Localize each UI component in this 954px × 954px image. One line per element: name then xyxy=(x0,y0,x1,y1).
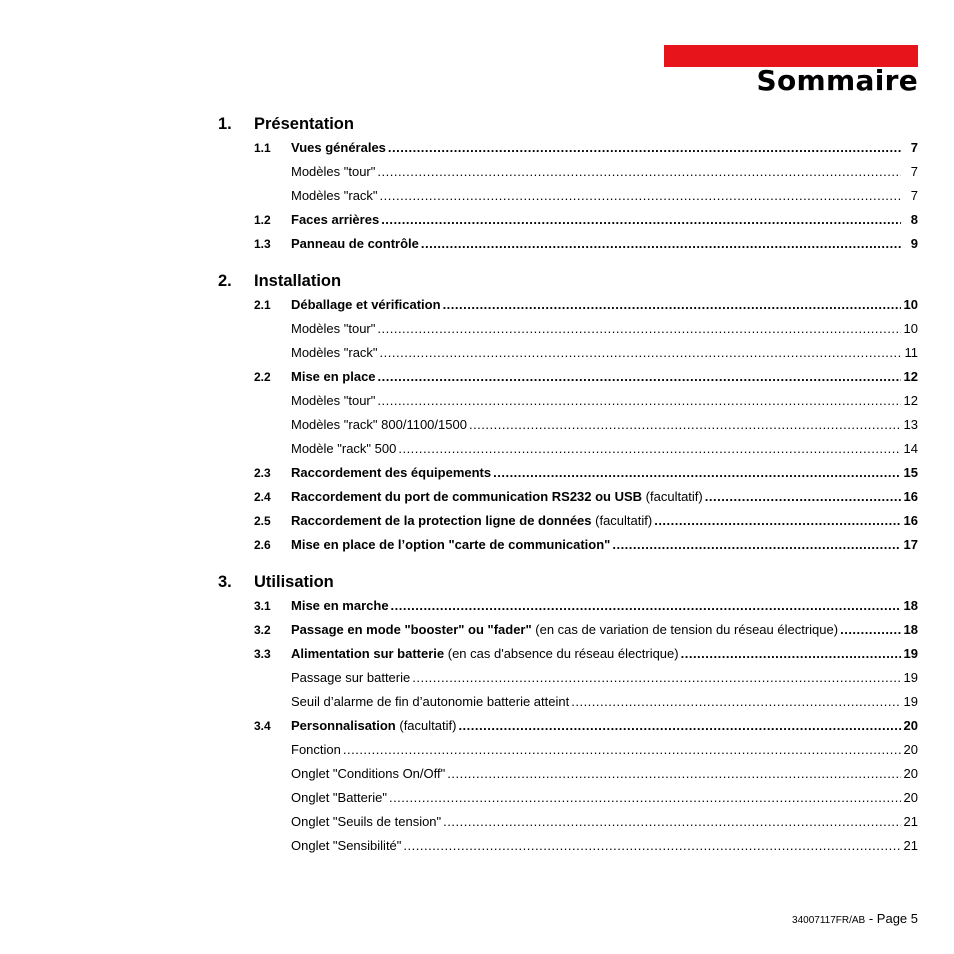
entry-title-normal: (facultatif) xyxy=(591,513,653,528)
entry-page-number: 19 xyxy=(903,694,918,709)
entry-page-number: 10 xyxy=(903,321,918,336)
dot-leader xyxy=(378,369,901,385)
entry-page-number: 19 xyxy=(903,670,918,685)
entry-number: 3.3 xyxy=(254,647,271,661)
dot-leader xyxy=(380,345,901,361)
entry-page-number: 16 xyxy=(903,513,918,528)
entry-number: 1.2 xyxy=(254,213,271,227)
entry-page-number: 7 xyxy=(910,188,918,203)
entry-page-number: 15 xyxy=(903,465,918,480)
toc-subentry[interactable] xyxy=(291,321,918,337)
entry-title-bold: Panneau de contrôle xyxy=(291,236,419,251)
dot-leader xyxy=(443,297,901,313)
entry-title-normal: Onglet "Batterie" xyxy=(291,790,387,805)
entry-title-bold: Alimentation sur batterie xyxy=(291,646,445,661)
dot-leader xyxy=(612,537,900,553)
entry-number: 2.3 xyxy=(254,466,271,480)
toc-entry[interactable] xyxy=(254,369,918,385)
toc-entry[interactable] xyxy=(254,236,918,252)
entry-number: 3.1 xyxy=(254,599,271,613)
section-title: Installation xyxy=(254,272,342,290)
entry-title-bold: Raccordement des équipements xyxy=(291,465,492,480)
entry-title-bold: Personnalisation xyxy=(291,718,396,733)
dot-leader xyxy=(458,718,900,734)
entry-title xyxy=(291,441,396,457)
dot-leader xyxy=(447,766,900,782)
dot-leader xyxy=(391,598,901,614)
entry-page-number: 7 xyxy=(910,164,918,179)
dot-leader xyxy=(469,417,901,433)
entry-page-number: 20 xyxy=(903,790,918,805)
entry-title xyxy=(291,646,679,662)
toc-subentry[interactable] xyxy=(291,766,918,782)
entry-page-number: 18 xyxy=(903,622,918,637)
section-number: 2. xyxy=(218,272,232,290)
entry-title-normal: Onglet "Conditions On/Off" xyxy=(291,766,446,781)
entry-number: 2.2 xyxy=(254,370,271,384)
entry-title-bold: Vues générales xyxy=(291,140,386,155)
section-number: 3. xyxy=(218,573,232,591)
entry-title-normal: Passage sur batterie xyxy=(291,670,411,685)
entry-title xyxy=(291,766,445,782)
entry-page-number: 21 xyxy=(903,814,918,829)
entry-title-normal: Modèle "rack" 500 xyxy=(291,441,397,456)
entry-title-normal: Modèles "tour" xyxy=(291,164,376,179)
entry-title xyxy=(291,417,467,433)
toc-entry[interactable] xyxy=(254,537,918,553)
entry-title-bold: Passage en mode "booster" ou "fader" xyxy=(291,622,532,637)
entry-title xyxy=(291,598,389,614)
entry-title xyxy=(291,718,456,734)
entry-number: 2.5 xyxy=(254,514,271,528)
dot-leader xyxy=(412,670,900,686)
entry-title xyxy=(291,321,375,337)
dot-leader xyxy=(571,694,900,710)
toc-entry[interactable] xyxy=(254,622,918,638)
entry-title xyxy=(291,790,387,806)
entry-number: 2.1 xyxy=(254,298,271,312)
dot-leader xyxy=(388,140,901,156)
entry-page-number: 20 xyxy=(903,718,918,733)
entry-title xyxy=(291,814,441,830)
toc-entry[interactable] xyxy=(254,297,918,313)
section-heading xyxy=(218,572,334,592)
dot-leader xyxy=(343,742,901,758)
entry-title xyxy=(291,188,378,204)
entry-title-bold: Mise en marche xyxy=(291,598,389,613)
toc-subentry[interactable] xyxy=(291,164,918,180)
entry-title-normal: Onglet "Sensibilité" xyxy=(291,838,402,853)
entry-title xyxy=(291,670,410,686)
entry-title xyxy=(291,345,378,361)
entry-title xyxy=(291,465,491,481)
entry-number: 3.4 xyxy=(254,719,271,733)
page-footer xyxy=(792,911,918,926)
toc-subentry[interactable] xyxy=(291,417,918,433)
entry-title-normal: Fonction xyxy=(291,742,341,757)
toc-subentry[interactable] xyxy=(291,838,918,854)
dot-leader xyxy=(421,236,901,252)
dot-leader xyxy=(377,164,901,180)
entry-title xyxy=(291,164,375,180)
dot-leader xyxy=(381,212,901,228)
entry-title xyxy=(291,236,419,252)
entry-title-bold: Raccordement de la protection ligne de données xyxy=(291,513,592,528)
toc-entry[interactable] xyxy=(254,212,918,228)
dot-leader xyxy=(840,622,900,638)
entry-title-normal: (en cas de variation de tension du réseau électrique) xyxy=(531,622,839,637)
entry-title xyxy=(291,489,703,505)
entry-number: 1.1 xyxy=(254,141,271,155)
page-title: Sommaire xyxy=(756,64,918,97)
toc-entry[interactable] xyxy=(254,489,918,505)
dot-leader xyxy=(377,321,900,337)
entry-title-normal: (facultatif) xyxy=(395,718,457,733)
entry-page-number: 21 xyxy=(903,838,918,853)
toc-entry[interactable] xyxy=(254,718,918,734)
toc-subentry[interactable] xyxy=(291,441,918,457)
entry-title-normal: Modèles "rack" 800/1100/1500 xyxy=(291,417,467,432)
dot-leader xyxy=(398,441,900,457)
section-number: 1. xyxy=(218,115,232,133)
page-number: - Page 5 xyxy=(865,911,918,926)
entry-page-number: 12 xyxy=(903,393,918,408)
toc-subentry[interactable] xyxy=(291,188,918,204)
section-heading xyxy=(218,271,341,291)
entry-page-number: 19 xyxy=(903,646,918,661)
entry-title xyxy=(291,742,341,758)
entry-title-normal: (en cas d'absence du réseau électrique) xyxy=(444,646,679,661)
toc-entry[interactable] xyxy=(254,140,918,156)
dot-leader xyxy=(493,465,900,481)
dot-leader xyxy=(705,489,901,505)
entry-title xyxy=(291,393,375,409)
section-title: Utilisation xyxy=(254,573,334,591)
entry-page-number: 20 xyxy=(903,742,918,757)
dot-leader xyxy=(654,513,900,529)
entry-title-bold: Faces arrières xyxy=(291,212,380,227)
toc-subentry[interactable] xyxy=(291,345,918,361)
entry-page-number: 14 xyxy=(903,441,918,456)
entry-title xyxy=(291,622,838,638)
entry-number: 2.6 xyxy=(254,538,271,552)
entry-title-bold: Mise en place de l’option "carte de communication" xyxy=(291,537,611,552)
entry-title-normal: Seuil d’alarme de fin d’autonomie batterie atteint xyxy=(291,694,570,709)
entry-page-number: 9 xyxy=(910,236,918,251)
toc-entry[interactable] xyxy=(254,598,918,614)
toc-subentry[interactable] xyxy=(291,790,918,806)
toc-subentry[interactable] xyxy=(291,694,918,710)
entry-title xyxy=(291,369,376,385)
section-heading xyxy=(218,114,354,134)
entry-page-number: 18 xyxy=(903,598,918,613)
toc-entry[interactable] xyxy=(254,465,918,481)
entry-title-bold: Raccordement du port de communication RS232 ou USB xyxy=(291,489,643,504)
dot-leader xyxy=(389,790,901,806)
entry-title xyxy=(291,694,569,710)
entry-title-normal: (facultatif) xyxy=(642,489,703,504)
entry-title xyxy=(291,838,401,854)
toc-entry[interactable] xyxy=(254,646,918,662)
entry-title xyxy=(291,297,441,313)
entry-title-bold: Déballage et vérification xyxy=(291,297,441,312)
entry-number: 3.2 xyxy=(254,623,271,637)
toc-subentry[interactable] xyxy=(291,670,918,686)
toc-subentry[interactable] xyxy=(291,393,918,409)
entry-title-normal: Modèles "tour" xyxy=(291,321,376,336)
entry-page-number: 11 xyxy=(904,345,918,360)
entry-title-normal: Onglet "Seuils de tension" xyxy=(291,814,442,829)
entry-page-number: 7 xyxy=(910,140,918,155)
document-code: 34007117FR/AB xyxy=(792,915,866,926)
entry-page-number: 10 xyxy=(903,297,918,312)
entry-number: 1.3 xyxy=(254,237,271,251)
dot-leader xyxy=(380,188,901,204)
toc-subentry[interactable] xyxy=(291,814,918,830)
entry-title xyxy=(291,212,379,228)
dot-leader xyxy=(403,838,900,854)
entry-page-number: 17 xyxy=(903,537,918,552)
entry-title xyxy=(291,513,652,529)
dot-leader xyxy=(377,393,900,409)
entry-page-number: 13 xyxy=(903,417,918,432)
entry-title-normal: Modèles "tour" xyxy=(291,393,376,408)
dot-leader xyxy=(443,814,900,830)
section-title: Présentation xyxy=(254,115,354,133)
entry-title-bold: Mise en place xyxy=(291,369,376,384)
entry-page-number: 12 xyxy=(903,369,918,384)
entry-page-number: 16 xyxy=(903,489,918,504)
toc-entry[interactable] xyxy=(254,513,918,529)
dot-leader xyxy=(681,646,901,662)
toc-subentry[interactable] xyxy=(291,742,918,758)
entry-number: 2.4 xyxy=(254,490,271,504)
entry-title xyxy=(291,537,610,553)
entry-title-normal: Modèles "rack" xyxy=(291,345,378,360)
entry-page-number: 20 xyxy=(903,766,918,781)
entry-title-normal: Modèles "rack" xyxy=(291,188,378,203)
entry-title xyxy=(291,140,386,156)
entry-page-number: 8 xyxy=(910,212,918,227)
